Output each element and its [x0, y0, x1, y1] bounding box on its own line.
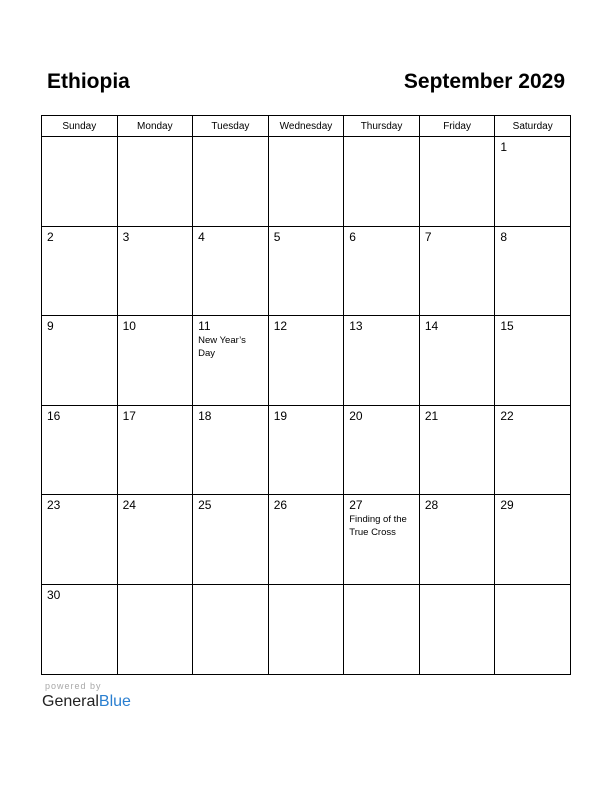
day-cell-16[interactable]: [42, 405, 118, 495]
day-number: 3: [122, 229, 130, 244]
weekday-saturday: Saturday: [495, 116, 571, 137]
day-number: 29: [500, 498, 514, 513]
day-number: 25: [198, 498, 212, 513]
day-cell-26[interactable]: [268, 495, 344, 585]
day-cell-10[interactable]: [117, 316, 193, 406]
day-cell-15[interactable]: [495, 316, 571, 406]
day-cell-23[interactable]: [42, 495, 118, 585]
day-cell-5[interactable]: [268, 226, 344, 316]
day-number: 18: [198, 408, 212, 423]
day-number: 4: [198, 229, 205, 244]
day-cell-9[interactable]: [42, 316, 118, 406]
week-row: [42, 584, 571, 674]
day-cell-22[interactable]: [495, 405, 571, 495]
day-cell-19[interactable]: [268, 405, 344, 495]
day-number: 20: [349, 408, 363, 423]
empty-day-cell: [419, 137, 495, 227]
day-number: 15: [500, 319, 514, 334]
day-number: 6: [349, 229, 356, 244]
day-number: 2: [47, 229, 54, 244]
empty-day-cell: [419, 584, 495, 674]
day-number: 30: [47, 587, 61, 602]
day-number: 7: [424, 229, 432, 244]
footer-branding: [42, 681, 131, 711]
day-cell-6[interactable]: [344, 226, 420, 316]
day-cell-8[interactable]: [495, 226, 571, 316]
day-number: 26: [273, 498, 288, 513]
month-year-title: September 2029: [403, 70, 565, 93]
week-row: [42, 316, 571, 406]
day-cell-2[interactable]: [42, 226, 118, 316]
weekday-header-row: [42, 116, 571, 137]
day-number: 9: [47, 319, 54, 334]
empty-day-cell: [193, 137, 269, 227]
empty-day-cell: [193, 584, 269, 674]
day-number: 10: [122, 319, 136, 334]
day-number: 8: [500, 229, 508, 244]
day-number: 23: [47, 498, 61, 513]
day-cell-17[interactable]: [117, 405, 193, 495]
day-cell-28[interactable]: [419, 495, 495, 585]
day-number: 12: [273, 319, 288, 334]
day-cell-29[interactable]: [495, 495, 571, 585]
empty-day-cell: [344, 584, 420, 674]
weekday-monday: Monday: [117, 116, 193, 137]
day-number: 14: [424, 319, 439, 334]
day-number: 24: [122, 498, 136, 513]
powered-by-text: powered by: [45, 681, 102, 691]
generalblue-logo[interactable]: [42, 693, 131, 711]
weekday-friday: Friday: [419, 116, 495, 137]
weekday-sunday: Sunday: [42, 116, 118, 137]
empty-day-cell: [268, 584, 344, 674]
day-number: 28: [424, 498, 439, 513]
day-number: 5: [273, 229, 281, 244]
day-cell-4[interactable]: [193, 226, 269, 316]
day-number: 11: [198, 319, 211, 334]
day-cell-18[interactable]: [193, 405, 269, 495]
day-number: 19: [273, 408, 288, 423]
weekday-tuesday: Tuesday: [193, 116, 269, 137]
day-cell-11[interactable]: [193, 316, 269, 406]
week-row: [42, 137, 571, 227]
day-cell-27[interactable]: [344, 495, 420, 585]
day-cell-14[interactable]: [419, 316, 495, 406]
day-cell-3[interactable]: [117, 226, 193, 316]
day-cell-1[interactable]: [495, 137, 571, 227]
empty-day-cell: [117, 137, 193, 227]
day-number: 16: [47, 408, 61, 423]
day-number: 27: [349, 498, 363, 513]
day-cell-30[interactable]: [42, 584, 118, 674]
week-row: [42, 226, 571, 316]
day-number: 1: [500, 140, 508, 154]
weekday-thursday: Thursday: [344, 116, 420, 137]
holiday-label: Finding of the True Cross: [349, 514, 407, 539]
day-cell-12[interactable]: [268, 316, 344, 406]
day-number: 17: [122, 408, 136, 423]
day-cell-13[interactable]: [344, 316, 420, 406]
empty-day-cell: [495, 584, 571, 674]
weekday-wednesday: Wednesday: [268, 116, 344, 137]
calendar-grid: [41, 115, 571, 675]
holiday-label: New Year’s Day: [198, 335, 246, 360]
empty-day-cell: [344, 137, 420, 227]
calendar-header: [47, 70, 565, 100]
empty-day-cell: [42, 137, 118, 227]
logo-blue-text: Blue: [98, 693, 131, 710]
day-cell-25[interactable]: [193, 495, 269, 585]
day-cell-21[interactable]: [419, 405, 495, 495]
day-number: 21: [424, 408, 439, 423]
day-cell-7[interactable]: [419, 226, 495, 316]
empty-day-cell: [268, 137, 344, 227]
empty-day-cell: [117, 584, 193, 674]
logo-general-text: General: [42, 693, 99, 710]
day-number: 22: [500, 408, 514, 423]
country-title: Ethiopia: [47, 70, 130, 93]
day-number: 13: [349, 319, 363, 334]
day-cell-24[interactable]: [117, 495, 193, 585]
week-row: [42, 495, 571, 585]
day-cell-20[interactable]: [344, 405, 420, 495]
week-row: [42, 405, 571, 495]
